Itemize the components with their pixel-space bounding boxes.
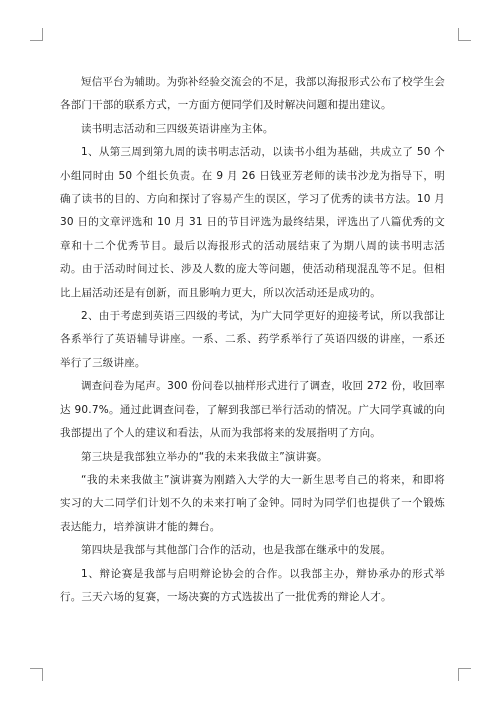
paragraph-speech-contest: “我的未来我做主”演讲赛为刚踏入大学的大一新生思考自己的将来，和即将实习的大二同学们计划不久的未来打响了金钟。同时为同学们也提供了一个锻炼表达能力，培养演讲才能的舞台。 (60, 473, 445, 533)
document-body (60, 71, 445, 609)
paragraph-contact-info: 短信平台为辅助。为弥补经验交流会的不足，我部以海报形式公布了校学生会各部门干部的联系方式，一方面方便同学们及时解决问题和提出建议。 (60, 76, 445, 112)
paragraph-reading-and-english-heading: 读书明志活动和三四级英语讲座为主体。 (81, 122, 274, 135)
page-corner-mark-bottom-left (30, 668, 43, 681)
paragraph-reading-activity: 1、从第三周到第九周的读书明志活动，以读书小组为基础，共成立了 50 个小组同时由 50 个组长负责。在 9 月 26 日钱亚芳老师的读书沙龙为指导下，明确了读书的目的、方向和探讨了容易产生的误区，学习了优秀的读书方法。10 月 30 日的文章评选和 10 月 31 日的节目评选为最终结果，评选出了八篇优秀的文章和十二个优秀节目。最后以海报形式的活动展结束了为期八周的读书明志活动。由于活动时间过长、涉及人数的庞大等问题，使活动稍现混乱等不足。但相比上届活动还是有创新，而且影响力更大，所以次活动还是成功的。 (60, 146, 445, 299)
page-corner-mark-top-left (30, 28, 43, 41)
paragraph-survey: 调查问卷为尾声。300 份问卷以抽样形式进行了调查，收回 272 份，收回率达 90.7%。通过此调查问卷，了解到我部已举行活动的情况。广大同学真诚的向我部提出了个人的建议和看法，从而为我部将来的发展指明了方向。 (60, 380, 445, 440)
paragraph-cooperation-heading: 第四块是我部与其他部门合作的活动，也是我部在继承中的发展。 (81, 544, 392, 557)
page-corner-mark-top-right (458, 28, 471, 41)
page-corner-mark-bottom-right (458, 668, 471, 681)
paragraph-english-lectures: 2、由于考虑到英语三四级的考试，为广大同学更好的迎接考试，所以我部让各系举行了英语辅导讲座。一系、二系、药学系举行了英语四级的讲座，一系还举行了三级讲座。 (60, 310, 445, 369)
paragraph-speech-contest-heading: 第三块是我部独立举办的“我的未来我做主”演讲赛。 (81, 450, 328, 463)
paragraph-debate-contest: 1、辩论赛是我部与启明辩论协会的合作。以我部主办，辩协承办的形式举行。三天六场的复赛，一场决赛的方式选拔出了一批优秀的辩论人才。 (60, 567, 445, 603)
